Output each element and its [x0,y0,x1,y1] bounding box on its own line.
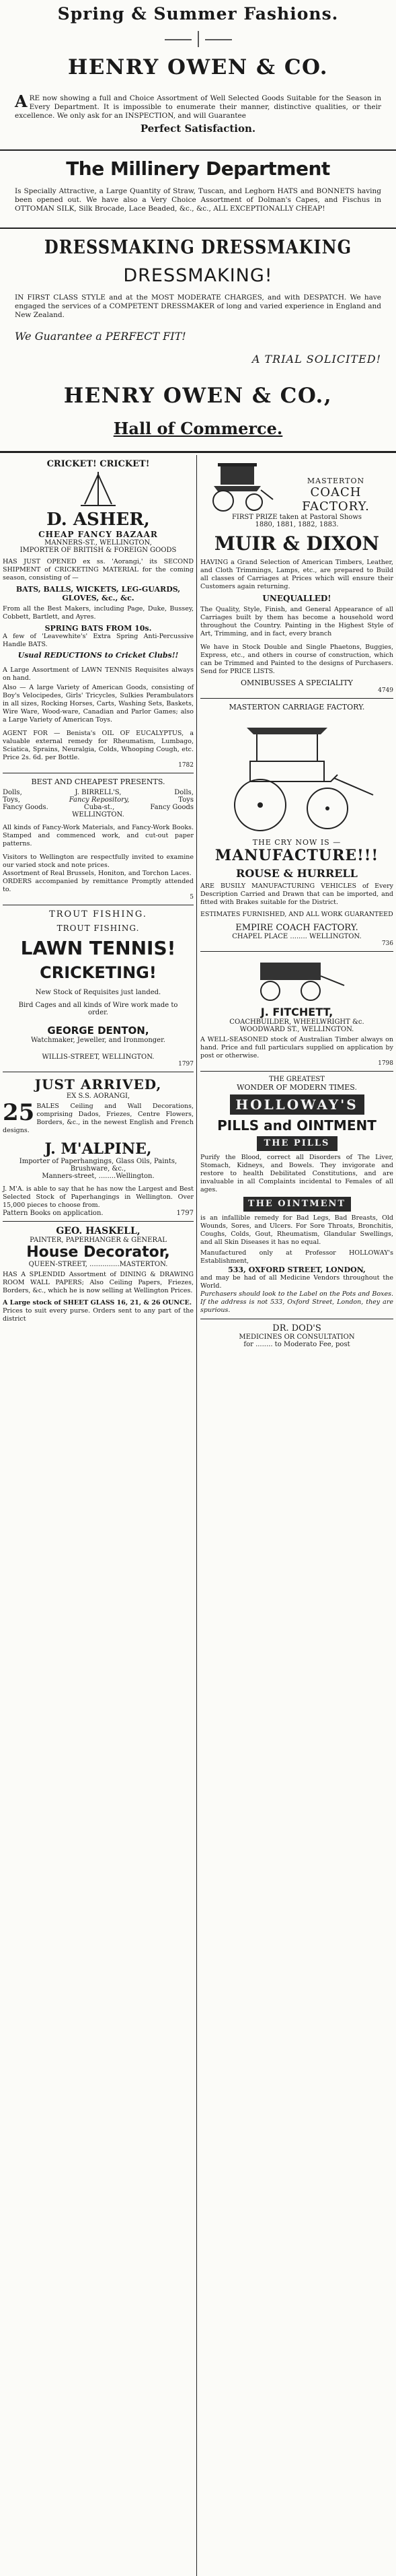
birrell-head: BEST AND CHEAPEST PRESENTS. [31,777,165,786]
footer-firm-name: HENRY OWEN & CO., [63,384,333,408]
cry-now: THE CRY NOW IS — [252,838,342,847]
denton-stock: New Stock of Requisites just landed. [35,989,161,996]
mcalpine-name: J. M'ALPINE, [44,1140,152,1158]
birrell-number: 5 [190,894,194,901]
top-ornament [0,30,396,50]
lower-section [0,455,396,2576]
asher-reductions: Usual REDUCTIONS to Cricket Clubs!! [17,651,179,660]
divider [200,698,393,699]
holloway-manufactured: Manufactured only at Professor HOLLOWAY's Establishment, [200,1249,393,1265]
dressmaking-text: IN FIRST CLASS STYLE and at the MOST MODERATE CHARGES, and with DESPATCH. We have engaged the services of a COMPETENT DRESSMAKER of long and varied experience in England and New Zealand. [15,293,381,319]
intro-drop-cap: A [15,92,28,111]
the-pills-banner: THE PILLS [257,1136,338,1151]
asher-tennis: A Large Assortment of LAWN TENNIS Requisites always on hand. [3,666,194,682]
dr-ad [200,1323,393,1348]
mcalpine-ad [3,1076,194,1217]
dressmaking-heading-block [0,265,396,286]
buggy-icon [220,714,374,835]
intro-block [0,94,396,135]
just-arrived: JUST ARRIVED, [34,1076,162,1092]
divider [0,149,396,151]
millinery-heading: The Millinery Department [66,158,330,180]
rouse-body: ARE BUSILY MANUFACTURING VEHICLES of Every Description Carried and Drawn that can be imported, and fitted with Brakes suitable for the District. [200,882,393,906]
asher-spring: SPRING BATS FROM 10s. [44,624,152,633]
hall-of-commerce: Hall of Commerce. [113,419,283,438]
millinery-text-block [0,187,396,213]
rouse-address: CHAPEL PLACE ........ WELLINGTON. [232,933,362,940]
cricket-stumps-icon [78,472,118,507]
trout-fishing-2: TROUT FISHING. [56,924,140,933]
holloway-greatest: THE GREATEST [269,1076,325,1083]
denton-name: GEORGE DENTON, [47,1024,149,1037]
denton-number: 1797 [178,1061,194,1068]
wagon-icon [247,956,348,1003]
denton-trade: Watchmaker, Jeweller, and Ironmonger. [31,1037,165,1044]
birrell-row: Toys, Fancy Repository, Toys [3,796,194,804]
denton-bird-cages: Bird Cages and all kinds of Wire work made to order. [18,1002,178,1016]
fit-line-block [0,330,396,343]
guarantee-line: Perfect Satisfaction. [140,123,256,135]
dressmaking-banner-block [0,237,396,256]
muir-dixon-firm: MUIR & DIXON [214,532,380,555]
manufacture: MANUFACTURE!!! [214,847,379,864]
denton-address: WILLIS-STREET, WELLINGTON. [42,1053,155,1061]
trial-line: A TRIAL SOLICITED! [251,353,381,365]
num-25: 25 [3,1099,35,1126]
fitchett-ad [200,956,393,1067]
firm-name-block [0,55,396,79]
birrell-visitors: Visitors to Wellington are respectfully invited to examine our varied stock and note prices. [3,854,194,869]
fitchett-body: A WELL-SEASONED stock of Australian Timber always on hand. Price and full particulars supplied on application by post or otherwise. [200,1036,393,1059]
asher-body: HAS JUST OPENED ex ss. 'Aorangi,' its SECOND SHIPMENT of CRICKETING MATERIAL for the coming season, consisting of — [3,558,194,582]
asher-importer: IMPORTER OF BRITISH & FOREIGN GOODS [19,547,177,554]
birrell-city: WELLINGTON. [72,811,124,819]
divider [200,1071,393,1072]
millinery-text: Is Specially Attractive, a Large Quantity of Straw, Tuscan, and Leghorn HATS and BONNETS having been opened out. We have also a Very Choice Assortment of Dolman's Capes, and Fischus in OTTOMAN SILK, Silk Brocade, Lace Beaded, &c., &c., ALL EXCEPTIONALLY CHEAP! [15,187,381,213]
coach-titles [278,459,393,514]
ointment-banner: THE OINTMENT [243,1197,351,1212]
coach-number: 4749 [378,687,393,694]
haskell-name: GEO. HASKELL, [56,1226,141,1237]
footer-firm-block [0,384,396,408]
dr-sub: MEDICINES OR CONSULTATION [239,1333,355,1341]
rouse-firm: ROUSE & HURRELL [236,867,358,880]
haskell-address: QUEEN-STREET, ..............MASTERTON. [28,1261,168,1268]
divider [200,951,393,952]
mcalpine-patterns: Pattern Books on application. [3,1210,104,1217]
mcalpine-address: Manners-street, ........Wellington. [42,1173,155,1180]
asher-tennis2: Also — A large Variety of American Goods, consisting of Boy's Velocipedes, Girls' Tricycles, Sulkies Perambulators in all sizes, Rocking Horses, Carts, Washing Sets, Baskets, Wire Ware, Wood-ware, Canadian and Parlor Games; also a Large Variety of American Toys. [3,684,194,724]
trout-fishing-1: TROUT FISHING. [49,909,147,919]
lawn-tennis: LAWN TENNIS! [20,937,176,959]
trial-line-block [0,353,396,365]
mcalpine-note: J. M'A. is able to say that he has now the Largest and Best Selected Stock of Paperhangings in Wellington. Over 15,000 pieces to choose from. [3,1185,194,1209]
holloway-banner: HOLLOWAY'S [230,1094,364,1115]
haskell-has: HAS A SPLENDID Assortment of DINING & DRAWING ROOM WALL PAPERS; Also Ceiling Papers, Friezes, Borders, &c., which he is now selling at Wellington Prices. [3,1271,194,1294]
carriage-factory: MASTERTON CARRIAGE FACTORY. [229,703,365,711]
holloway-body2: is an infallible remedy for Bad Legs, Bad Breasts, Old Wounds, Sores, and Ulcers. For Sore Throats, Bronchitis, Coughs, Colds, Gout, Rheumatism, Glandular Swellings, and all Skin Diseases it has no equal. [200,1214,393,1246]
holloway-wonder: WONDER OF MODERN TIMES. [237,1083,357,1092]
holloway-address: 533, OXFORD STREET, LONDON, [228,1265,366,1274]
asher-ad [3,459,194,769]
asher-agent: AGENT FOR — Benista's OIL OF EUCALYPTUS, a valuable external remedy for Rheumatism, Lumbago, Sciatica, Sprains, Neuralgia, Colds, Whooping Cough, etc. Price 2s. 6d. per Bottle. [3,730,194,761]
holloway-ad [200,1076,393,1315]
mcalpine-number: 1797 [176,1210,194,1217]
divider [3,1221,194,1222]
left-column [3,455,194,1323]
haskell-sub: PAINTER, PAPERHANGER & GENERAL [30,1237,167,1244]
rouse-number: 736 [381,940,393,947]
denton-ad [3,909,194,1068]
coach-title: COACH FACTORY. [302,485,370,514]
fitchett-trade: COACHBUILDER, WHEELWRIGHT &c. [229,1018,364,1026]
cricket-header: CRICKET! CRICKET! [46,459,150,469]
birrell-assortment: Assortment of Real Brussels, Honiton, and Torchon Laces. [3,870,192,877]
coach-special: OMNIBUSSES A SPECIALITY [241,678,353,687]
dressmaking-banner: DRESSMAKING DRESSMAKING [44,235,352,258]
empire-factory: EMPIRE COACH FACTORY. [235,923,358,933]
fitchett-name: J. FITCHETT, [260,1006,333,1018]
coach-body: HAVING a Grand Selection of American Timbers, Leather, and Cloth Trimmings, Lamps, etc., are prepared to Build all classes of Carriages at Prices which will ensure their Customers again returning. [200,559,393,590]
birrell-row: Fancy Goods. Cuba-st., Fancy Goods [3,804,194,811]
birrell-row: Dolls, J. BIRRELL'S, Dolls, [3,789,194,796]
asher-items: BATS, BALLS, WICKETS, LEG-GUARDS, GLOVES, &c., &c. [15,585,181,602]
coach-prize: FIRST PRIZE taken at Pastoral Shows [231,514,362,521]
mcalpine-bales-block [3,1099,194,1135]
asher-name: D. ASHER, [46,510,150,530]
mcalpine-pattern-row [3,1210,194,1217]
hall-block [0,419,396,438]
intro-text: ARE now showing a full and Choice Assortment of Well Selected Goods Suitable for the Season in Every Department. It is impossible to enumerate their manner, distinctive qualities, or their excellence. We only ask for an INSPECTION, and will Guarantee [15,92,381,120]
asher-spring2: A few of 'Leavewhite's' Extra Spring Anti-Percussive Handle BATS. [3,633,194,648]
asher-makers: From all the Best Makers, including Page, Duke, Bussey, Cobbett, Bartlett, and Ayres. [3,605,194,621]
holloway-note: Purchasers should look to the Label on the Pots and Boxes. If the address is not 533, Oxford Street, London, they are spurious. [200,1290,393,1314]
right-column [200,455,393,1348]
holloway-body: Purify the Blood, correct all Disorders of The Liver, Stomach, Kidneys, and Bowels. They invigorate and restore to health Debilitated Constitutions, and are invaluable in all Complaints incidental to Females of all ages. [200,1154,393,1193]
divider [0,228,396,229]
ornament-icon [158,30,239,47]
dressmaking-text-block [0,293,396,320]
fitchett-number: 1798 [378,1060,393,1067]
birrell-orders: ORDERS accompanied by remittance Promptly attended to. [3,878,194,893]
column-divider [196,455,197,2576]
asher-address: MANNERS-ST., WELLINGTON, [44,539,152,547]
asher-number: 1782 [178,762,194,769]
coach-body3: We have in Stock Double and Single Phaetons, Buggies, Express, etc., and others in course of construction, which can be Trimmed and Painted to the designs of Purchasers. Send for PRICE LISTS. [200,643,393,675]
coach-town: MASTERTON [307,477,365,485]
coach-years: 1880, 1881, 1882, 1883. [255,521,339,528]
coach-unequalled: UNEQUALLED! [262,594,331,603]
birrell-body: All kinds of Fancy-Work Materials, and Fancy-Work Books. Stamped and commenced work, and cut-out paper patterns. [3,824,194,847]
rouse-hurrell-ad [200,703,393,947]
dressmaking-heading: DRESSMAKING! [123,265,273,286]
carriage-icon [200,459,274,513]
haskell-glass: A Large stock of SHEET GLASS 16, 21, & 26 OUNCE. [3,1299,192,1307]
dr-line: for ........ to Moderato Fee, post [243,1341,350,1348]
cricketing: CRICKETING! [40,963,157,982]
thick-divider [0,451,396,453]
fitchett-address: WOODWARD ST., WELLINGTON. [239,1026,354,1033]
mcalpine-bales: BALES Ceiling and Wall Decorations, comprising Dados, Friezes, Centre Flowers, Borders, &c., in the newest English and French designs. [3,1103,194,1134]
holloway-sold: and may be had of all Medicine Vendors throughout the World. [200,1274,393,1290]
fit-line: We Guarantee a PERFECT FIT! [15,330,186,343]
birrell-ad [3,777,194,901]
fashions-title: Spring & Summer Fashions. [57,4,339,24]
mcalpine-importer: Importer of Paperhangings, Glass Oils, Paints, Brushware, &c., [19,1158,177,1173]
holloway-pills: PILLS and OINTMENT [217,1117,377,1134]
rouse-estimates: ESTIMATES FURNISHED, AND ALL WORK GUARANTEED [200,911,393,918]
dr-head: DR. DOD'S [272,1323,321,1333]
haskell-ad [3,1226,194,1323]
haskell-prices: Prices to suit every purse. Orders sent to any part of the district [3,1307,194,1323]
firm-name: HENRY OWEN & CO. [68,55,328,79]
asher-sub: CHEAP FANCY BAZAAR [38,530,158,539]
coach-body2: The Quality, Style, Finish, and General Appearance of all Carriages built by them has become a household word throughout the Country. Painting in the Highest Style of Art, Trimming, and in fact, every branch [200,606,393,637]
coach-header [200,459,393,514]
millinery-heading-block [0,158,396,180]
muir-dixon-ad [200,459,393,694]
fashions-header [0,4,396,24]
mcalpine-ship: EX S.S. AORANGI, [66,1092,130,1100]
haskell-decorator: House Decorator, [26,1244,170,1261]
